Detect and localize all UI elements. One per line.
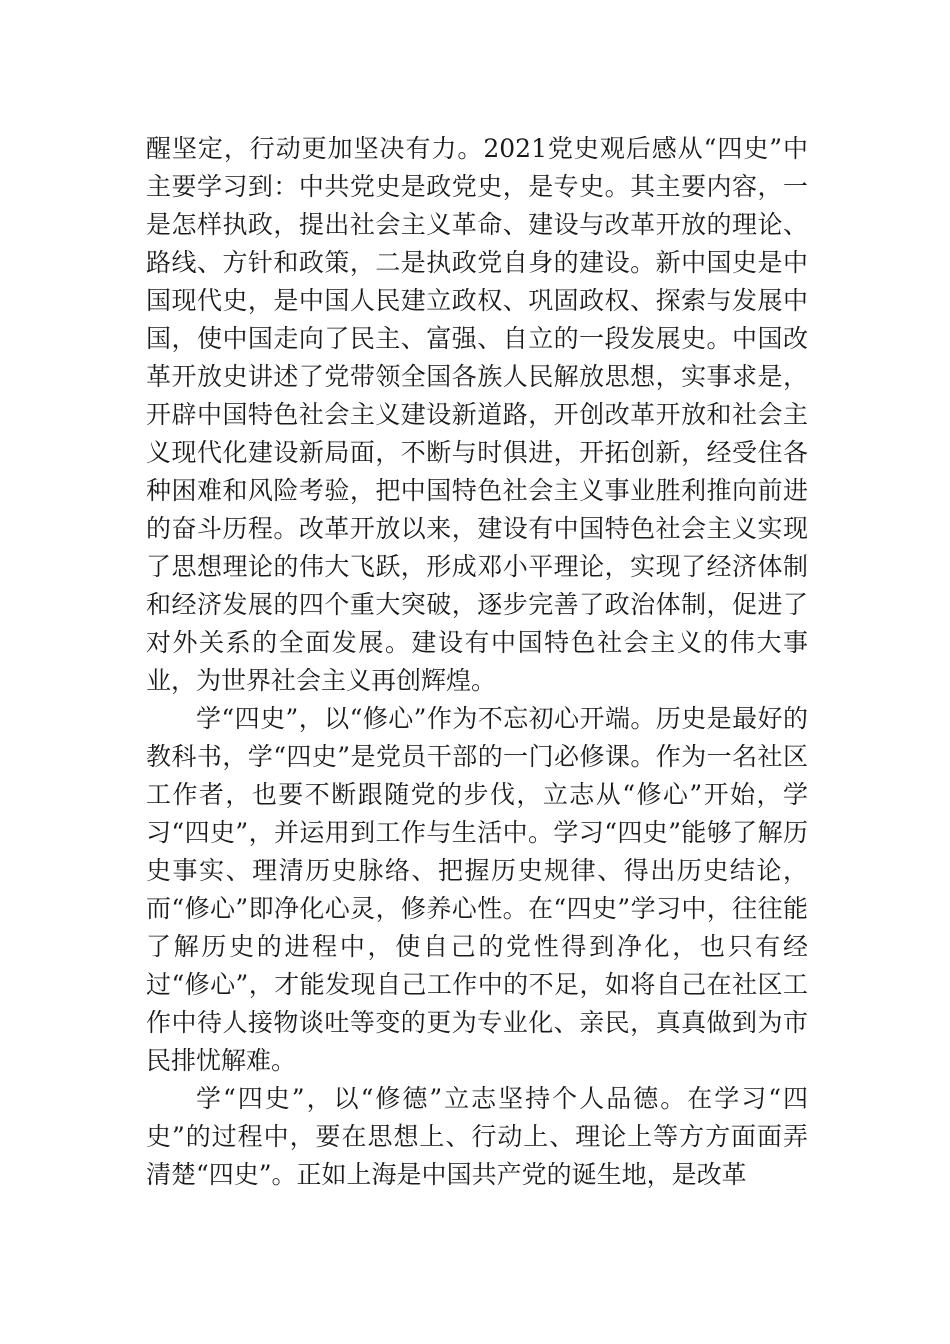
paragraph-3: 学“四史”，以“修德”立志坚持个人品德。在学习“四史”的过程中，要在思想上、行动上、理论上等方方面面弄清楚“四史”。正如上海是中国共产党的诞生地，是改革 — [146, 1084, 808, 1189]
paragraph-1: 醒坚定，行动更加坚决有力。2021党史观后感从“四史”中主要学习到：中共党史是政党史，是专史。其主要内容，一是怎样执政，提出社会主义革命、建设与改革开放的理论、路线、方针和政策，二是执政党自身的建设。新中国史是中国现代史，是中国人民建立政权、巩固政权、探索与发展中国，使中国走向了民主、富强、自立的一段发展史。中国改革开放史讲述了党带领全国各族人民解放思想，实事求是，开辟中国特色社会主义建设新道路，开创改革开放和社会主义现代化建设新局面，不断与时俱进，开拓创新，经受住各种困难和风险考验，把中国特色社会主义事业胜利推向前进的奋斗历程。改革开放以来，建设有中国特色社会主义实现了思想理论的伟大飞跃，形成邓小平理论，实现了经济体制和经济发展的四个重大突破，逐步完善了政治体制，促进了对外关系的全面发展。建设有中国特色社会主义的伟大事业，为世界社会主义再创辉煌。 — [146, 134, 808, 695]
document-body — [146, 130, 808, 1194]
paragraph-2: 学“四史”，以“修心”作为不忘初心开端。历史是最好的教科书，学“四史”是党员干部的一门必修课。作为一名社区工作者，也要不断跟随党的步伐，立志从“修心”开始，学习“四史”，并运用到工作与生活中。学习“四史”能够了解历史事实、理清历史脉络、把握历史规律、得出历史结论，而“修心”即净化心灵，修养心性。在“四史”学习中，往往能了解历史的进程中，使自己的党性得到净化，也只有经过“修心”，才能发现自己工作中的不足，如将自己在社区工作中待人接物谈吐等变的更为专业化、亲民，真真做到为市民排忧解难。 — [146, 704, 808, 1075]
